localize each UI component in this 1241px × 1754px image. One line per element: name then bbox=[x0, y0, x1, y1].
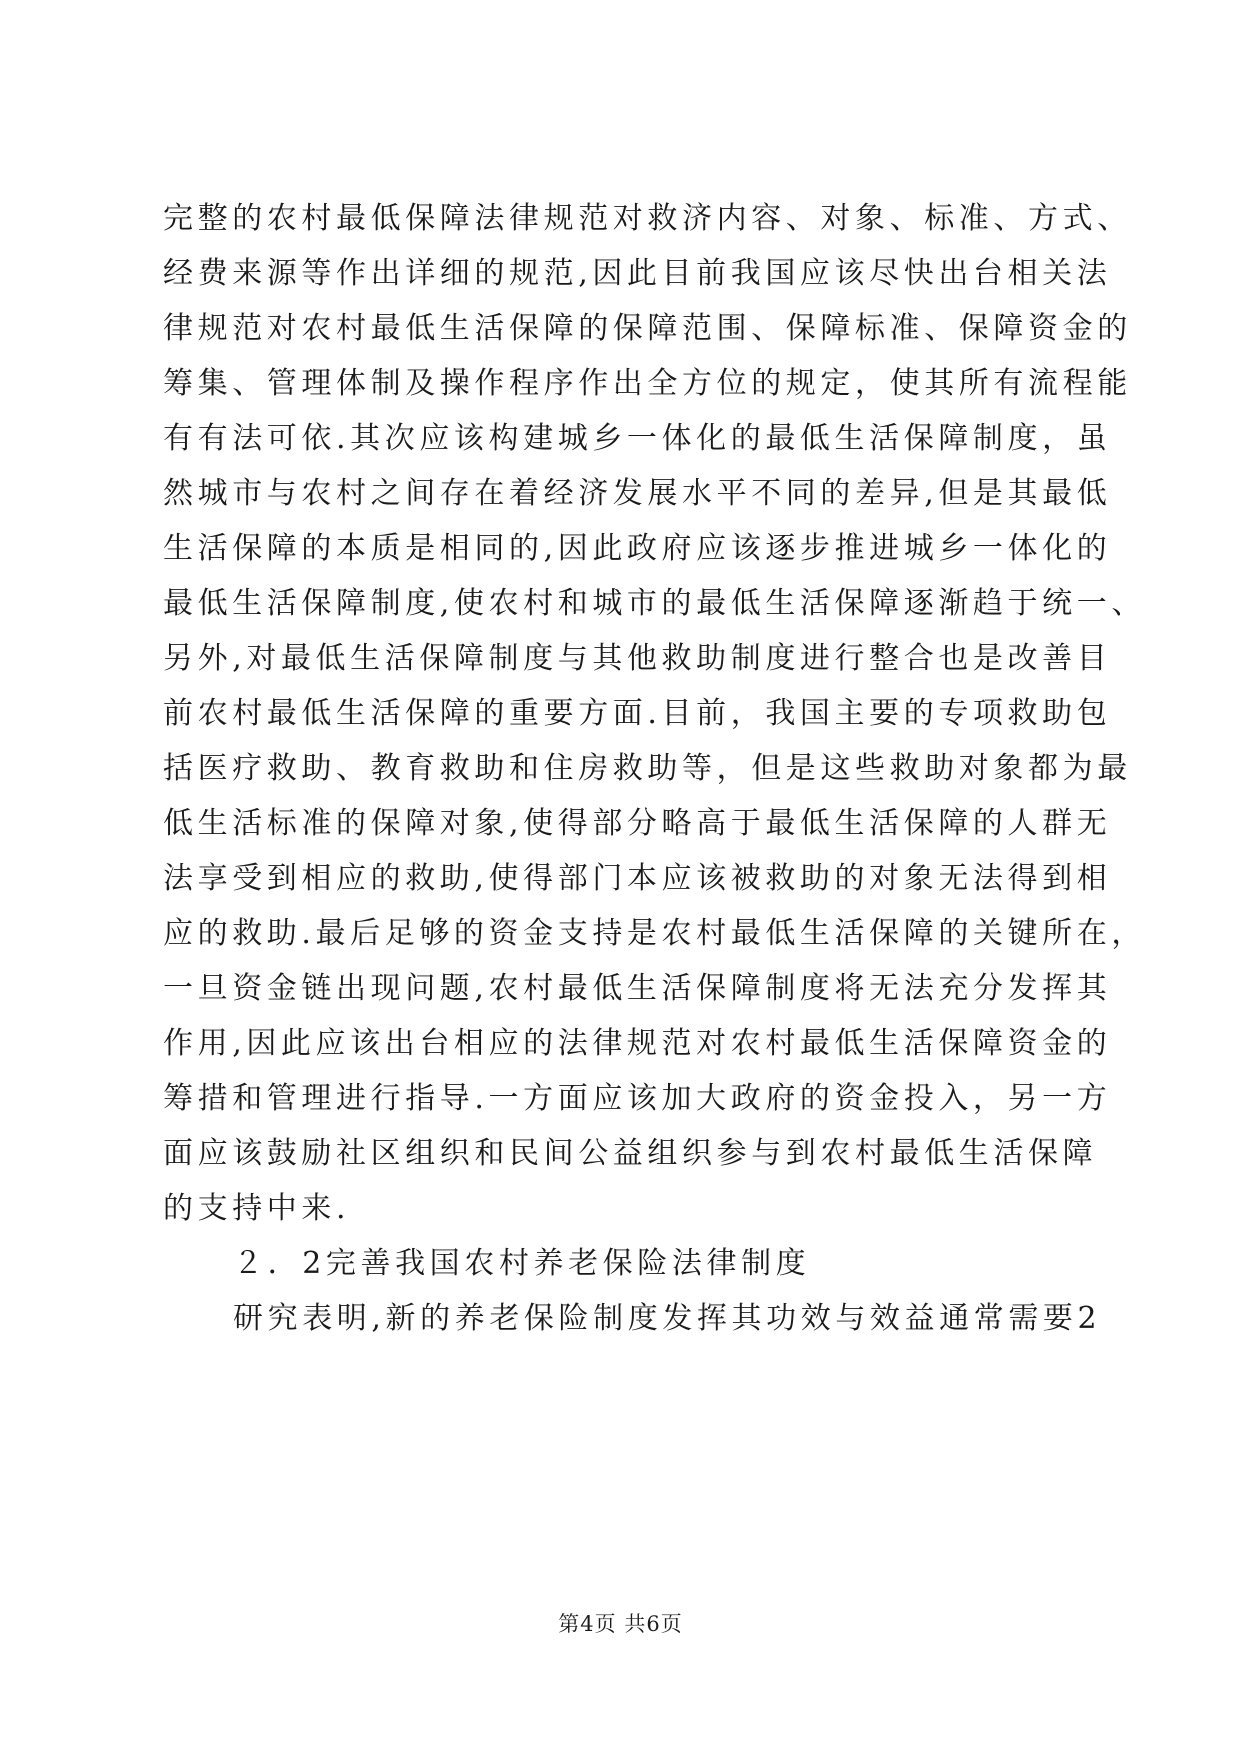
text-line: 一旦资金链出现问题,农村最低生活保障制度将无法充分发挥其 bbox=[163, 971, 1112, 1006]
text-line: 完整的农村最低保障法律规范对救济内容、对象、标准、方式、 bbox=[163, 201, 1132, 236]
text-line: 筹集、管理体制及操作程序作出全方位的规定，使其所有流程能 bbox=[163, 366, 1132, 401]
text-line: 低生活标准的保障对象,使得部分略高于最低生活保障的人群无 bbox=[163, 806, 1112, 841]
text-line: 经费来源等作出详细的规范,因此目前我国应该尽快出台相关法 bbox=[163, 256, 1112, 291]
text-line: 前农村最低生活保障的重要方面.目前，我国主要的专项救助包 bbox=[163, 696, 1112, 731]
page-footer: 第4页 共6页 bbox=[558, 1612, 683, 1636]
text-line: 面应该鼓励社区组织和民间公益组织参与到农村最低生活保障 bbox=[163, 1136, 1098, 1171]
text-line: 的支持中来. bbox=[163, 1191, 351, 1226]
text-line: 法享受到相应的救助,使得部门本应该被救助的对象无法得到相 bbox=[163, 861, 1112, 896]
text-line: 另外,对最低生活保障制度与其他救助制度进行整合也是改善目 bbox=[163, 641, 1112, 676]
text-line: 有有法可依.其次应该构建城乡一体化的最低生活保障制度，虽 bbox=[163, 421, 1112, 456]
section-heading: ２．2完善我国农村养老保险法律制度 bbox=[233, 1246, 811, 1281]
text-line: 然城市与农村之间存在着经济发展水平不同的差异,但是其最低 bbox=[163, 476, 1112, 511]
text-line: 研究表明,新的养老保险制度发挥其功效与效益通常需要2 bbox=[233, 1301, 1102, 1336]
text-line: 最低生活保障制度,使农村和城市的最低生活保障逐渐趋于统一、 bbox=[163, 586, 1146, 621]
text-line: 生活保障的本质是相同的,因此政府应该逐步推进城乡一体化的 bbox=[163, 531, 1112, 566]
text-line: 律规范对农村最低生活保障的保障范围、保障标准、保障资金的 bbox=[163, 311, 1132, 346]
text-line: 括医疗救助、教育救助和住房救助等，但是这些救助对象都为最 bbox=[163, 751, 1132, 786]
text-line: 作用,因此应该出台相应的法律规范对农村最低生活保障资金的 bbox=[163, 1026, 1112, 1061]
text-line: 筹措和管理进行指导.一方面应该加大政府的资金投入，另一方 bbox=[163, 1081, 1112, 1116]
text-line: 应的救助.最后足够的资金支持是农村最低生活保障的关键所在， bbox=[163, 916, 1146, 951]
